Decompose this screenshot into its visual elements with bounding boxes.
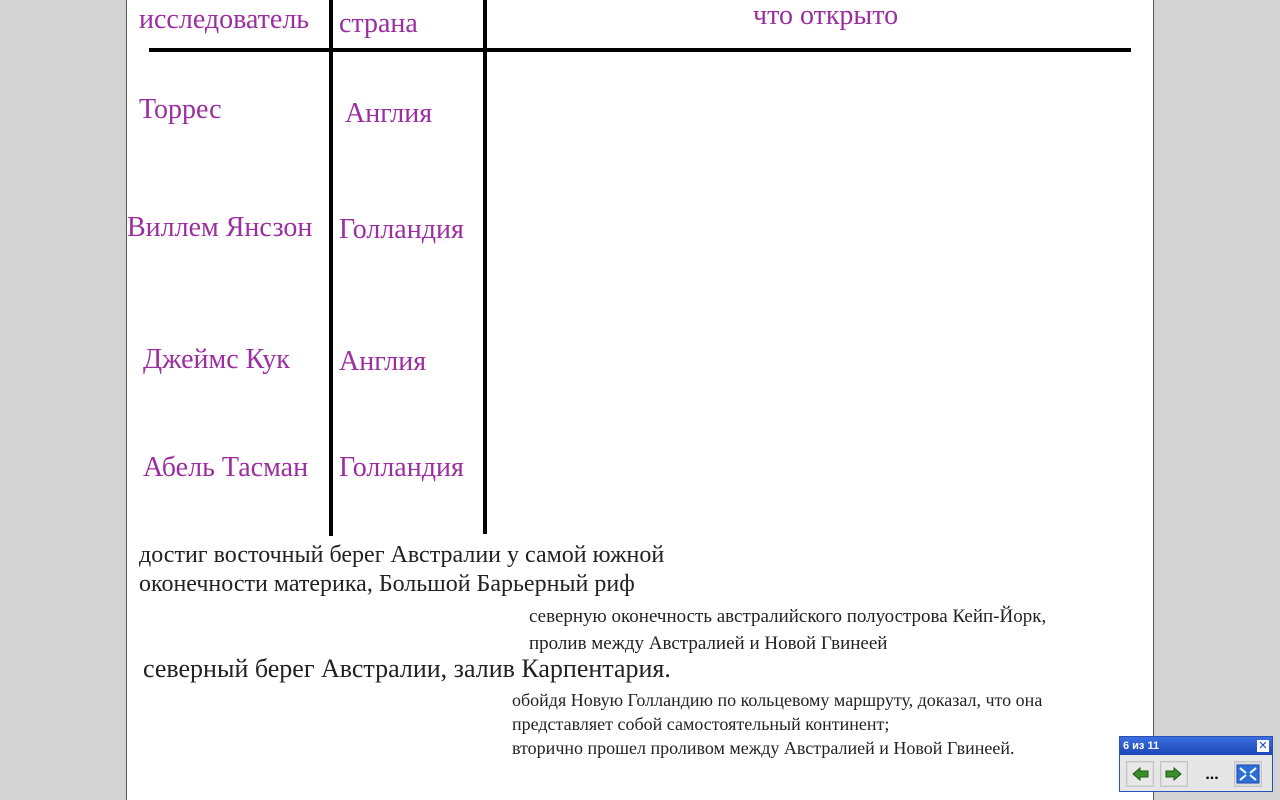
slide [126,0,1154,800]
header-divider-line [149,48,1131,52]
country-cell: Англия [345,98,433,129]
note-line: пролив между Австралией и Новой Гвинеей [529,633,888,654]
header-country: страна [339,8,418,39]
exit-fullscreen-icon [1235,762,1261,786]
previous-slide-button[interactable] [1126,761,1154,787]
note-janszoon [143,654,671,684]
note-line: достиг восточный берег Австралии у самой южной [139,542,665,568]
header-discovered: что открыто [753,0,899,31]
column-divider-line [483,0,487,534]
header-explorer: исследователь [139,4,310,35]
note-line: обойдя Новую Голландию по кольцевому маршруту, доказал, что она [512,690,1043,710]
country-cell: Голландия [339,452,464,483]
country-cell: Голландия [339,214,464,245]
country-cell: Англия [339,346,427,377]
note-line: северный берег Австралии, залив Карпентария. [143,654,671,683]
more-options-button[interactable]: ... [1205,766,1219,783]
note-cook [139,541,664,599]
close-icon[interactable]: ✕ [1258,740,1268,752]
note-torres [529,603,1046,657]
exit-fullscreen-button[interactable] [1234,761,1262,787]
nav-titlebar [1120,737,1272,755]
explorer-cell: Джеймс Кук [143,344,290,375]
arrow-right-icon [1161,762,1187,786]
explorer-cell: Абель Тасман [143,452,309,483]
explorer-cell: Торрес [139,94,222,125]
arrow-left-icon [1127,762,1153,786]
next-slide-button[interactable] [1160,761,1188,787]
note-line: представляет собой самостоятельный континент; [512,714,890,734]
note-line: северную оконечность австралийского полуострова Кейп-Йорк, [529,606,1047,627]
slide-counter: 6 из 11 [1123,740,1160,752]
note-line: вторично прошел проливом между Австралией и Новой Гвинеей. [512,738,1015,758]
slide-navigator [1119,736,1273,792]
note-line: оконечности материка, Большой Барьерный риф [139,571,635,597]
note-tasman [512,688,1042,760]
column-divider-line [329,0,333,536]
explorer-cell: Виллем Янсзон [127,212,313,243]
